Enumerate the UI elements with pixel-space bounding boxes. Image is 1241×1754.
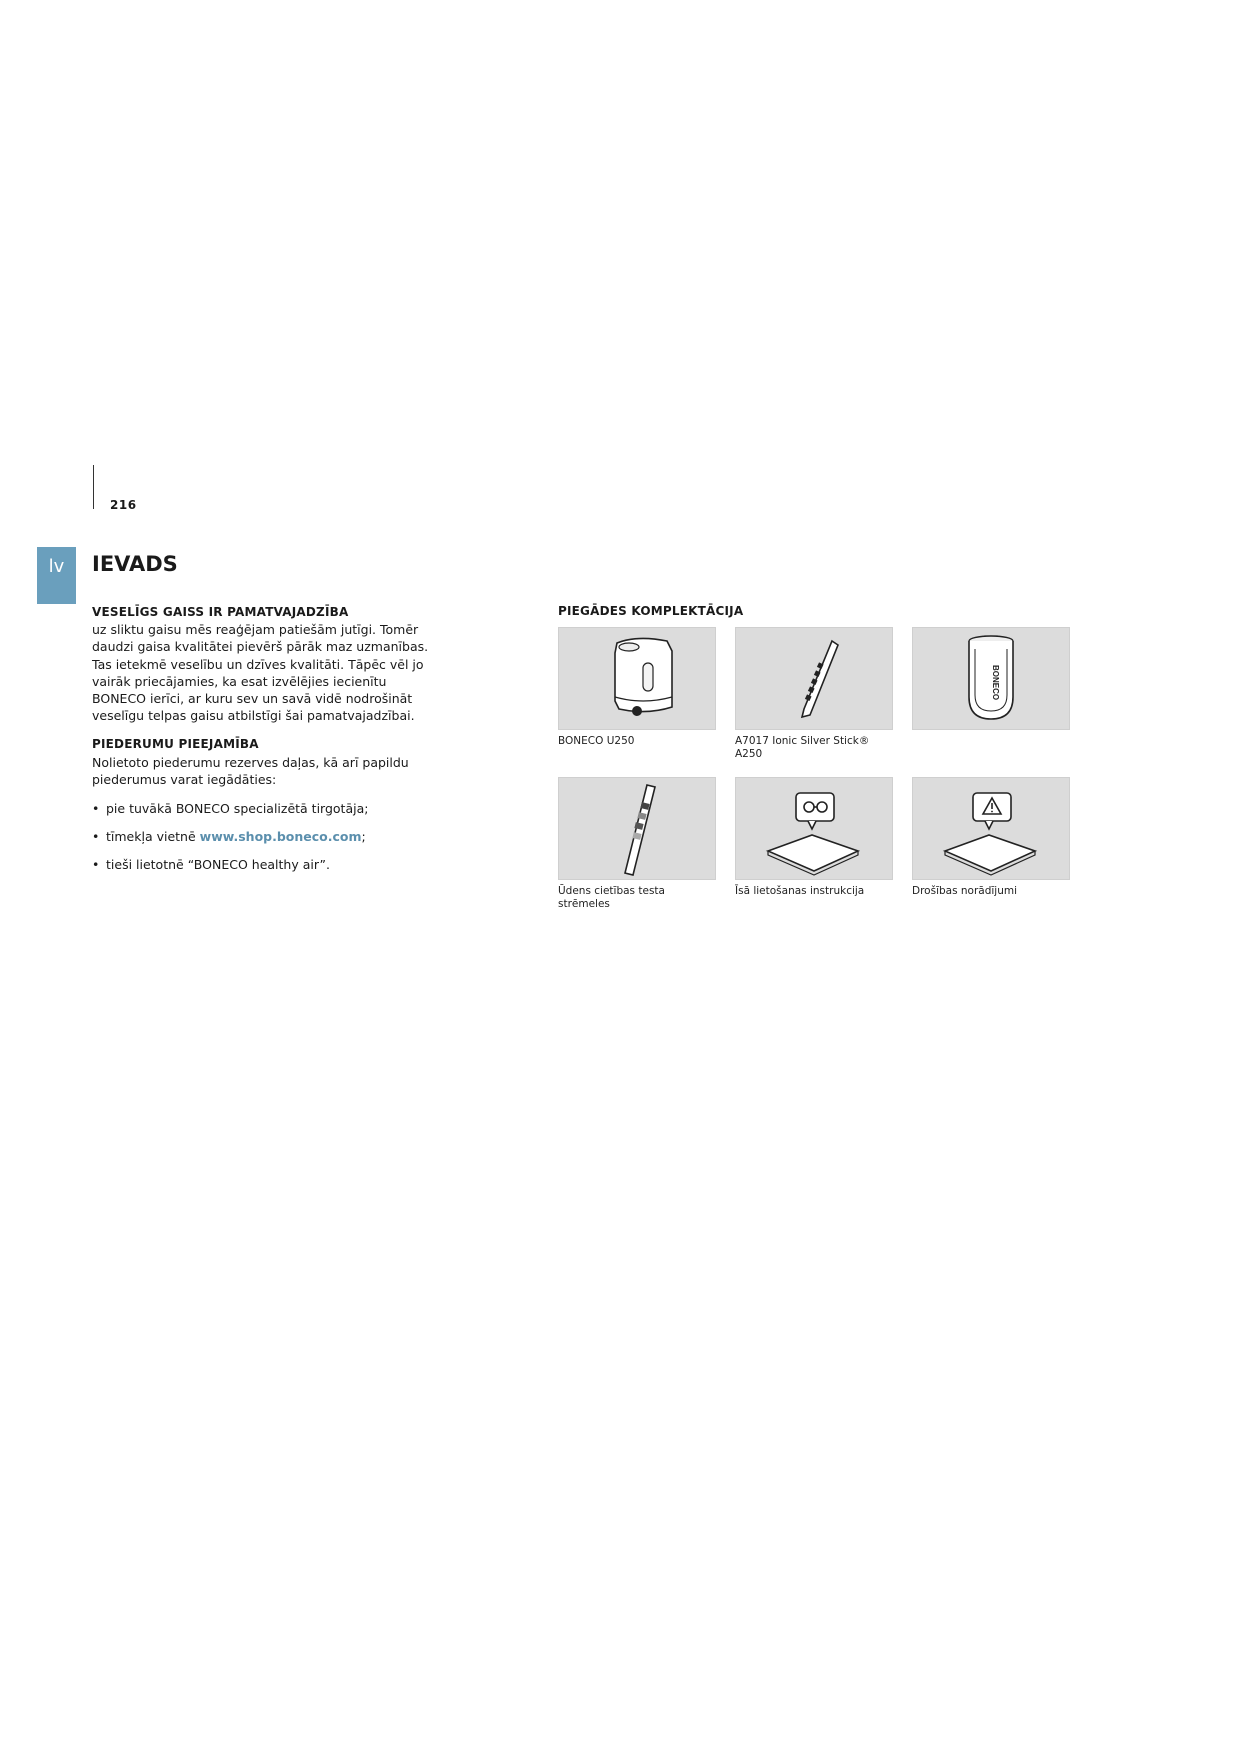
item-caption: BONECO U250 <box>558 735 635 747</box>
test-strip-image <box>558 777 716 880</box>
list-item <box>92 828 437 845</box>
test-strip-icon <box>577 781 697 877</box>
humidifier-image <box>558 627 716 730</box>
item-caption: Ūdens cietības testa strēmeles <box>558 885 665 910</box>
intro-column <box>92 604 437 885</box>
manual-icon <box>754 781 874 877</box>
delivery-item <box>558 627 716 748</box>
list-item <box>92 856 437 873</box>
water-tank-image <box>912 627 1070 730</box>
page-title: IEVADS <box>92 552 178 576</box>
shop-link[interactable]: www.shop.boneco.com <box>199 829 362 845</box>
ionic-silver-stick-image <box>735 627 893 730</box>
ionic-silver-stick-icon <box>754 631 874 727</box>
accessories-text: Nolietoto piederumu rezerves daļas, kā arī papildu piederumus varat iegādāties: <box>92 754 409 787</box>
humidifier-icon <box>577 631 697 727</box>
dealer-option: pie tuvākā BONECO specializētā tirgotāja; <box>106 801 369 817</box>
list-item <box>92 800 437 817</box>
manual-image <box>735 777 893 880</box>
page-number: 216 <box>110 498 137 512</box>
web-option-suffix: ; <box>361 829 366 845</box>
delivery-item <box>735 627 893 761</box>
delivery-contents-heading: PIEGĀDES KOMPLEKTĀCIJA <box>558 604 744 618</box>
safety-instructions-icon <box>931 781 1051 877</box>
purchase-options-list <box>92 800 437 874</box>
healthy-air-text: uz sliktu gaisu mēs reaģējam patiešām jutīgi. Tomēr daudzi gaisa kvalitātei pievērš pārāk maz uzmanības. Tas ietekmē veselību un dzīves kvalitāti. Tāpēc vēl jo vairāk priecājamies, ka esat izvēlējies iecienītu BONECO ierīci, ar kuru sev un savā vidē nodrošināt veselīgu telpas gaisu atbilstīgi šai pamatvajadzībai. <box>92 622 429 724</box>
item-caption: A7017 Ionic Silver Stick® A250 <box>735 735 870 760</box>
water-tank-icon <box>931 631 1051 727</box>
delivery-item <box>735 777 893 898</box>
app-option: tieši lietotnē “BONECO healthy air”. <box>106 857 330 873</box>
accessories-heading: PIEDERUMU PIEEJAMĪBA <box>92 737 259 752</box>
page-number-rule <box>93 465 94 509</box>
safety-instructions-image <box>912 777 1070 880</box>
delivery-item <box>558 777 716 911</box>
web-option-prefix: tīmekļa vietnē <box>106 829 200 845</box>
item-caption: Īsā lietošanas instrukcija <box>735 885 865 897</box>
svg-text:BONECO: BONECO <box>991 664 1000 700</box>
delivery-item <box>912 627 1070 735</box>
delivery-item <box>912 777 1070 898</box>
healthy-air-heading: VESELĪGS GAISS IR PAMATVAJADZĪBA <box>92 605 349 619</box>
language-tab: lv <box>37 547 76 604</box>
item-caption: Drošības norādījumi <box>912 885 1018 897</box>
